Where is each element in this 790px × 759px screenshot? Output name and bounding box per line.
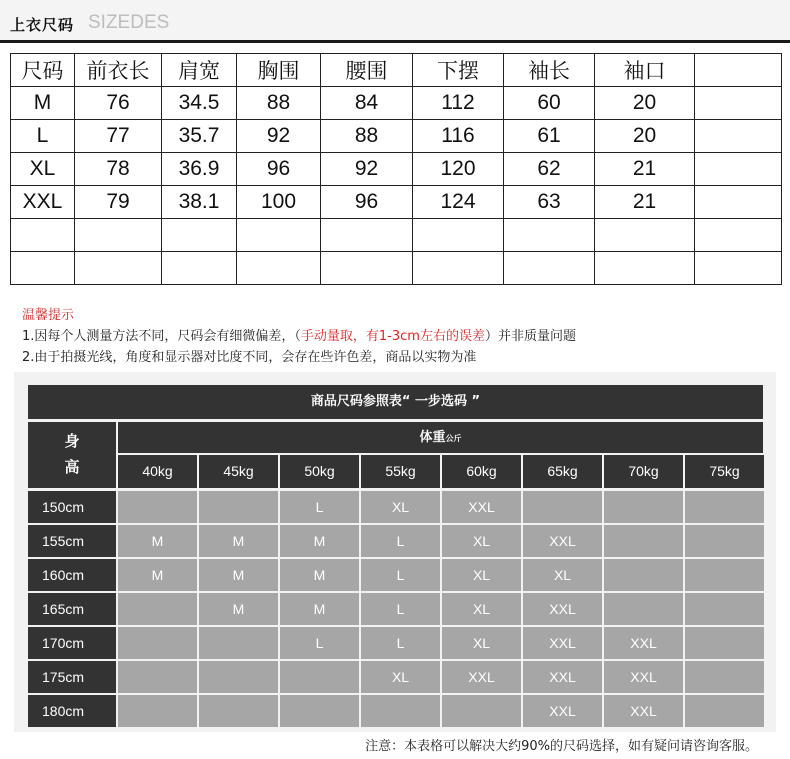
size-table-cell: 61: [504, 120, 595, 153]
size-recommendation-cell: XL: [442, 559, 521, 591]
height-label-1: 身: [64, 432, 80, 450]
size-table-cell: [321, 219, 413, 252]
size-table-cell: 36.9: [162, 153, 237, 186]
size-recommendation-cell: XXL: [604, 627, 683, 659]
size-recommendation-cell: M: [280, 525, 359, 557]
size-table-cell: 21: [595, 186, 695, 219]
size-recommendation-cell: [685, 491, 764, 523]
weight-column-header: 75kg: [685, 455, 764, 488]
size-table-cell: [237, 219, 321, 252]
size-table-cell: 96: [321, 186, 413, 219]
size-recommendation-cell: [685, 525, 764, 557]
height-row-header: 175cm: [28, 661, 116, 693]
size-table-header-cell: 胸围: [237, 54, 321, 87]
size-recommendation-cell: [118, 593, 197, 625]
weight-column-header: 65kg: [523, 455, 602, 488]
section-subtitle: SIZEDES: [88, 12, 170, 33]
size-recommendation-cell: [604, 593, 683, 625]
size-table-cell: [11, 219, 75, 252]
size-recommendation-cell: XXL: [442, 491, 521, 523]
size-table-cell: 112: [413, 87, 504, 120]
weight-header: [118, 422, 763, 453]
size-recommendation-cell: XXL: [523, 593, 602, 625]
size-recommendation-cell: M: [118, 525, 197, 557]
size-table-cell: 34.5: [162, 87, 237, 120]
size-table-cell: [75, 252, 162, 285]
size-recommendation-cell: XXL: [523, 627, 602, 659]
size-recommendation-cell: [523, 491, 602, 523]
size-recommendation-cell: [685, 661, 764, 693]
weight-column-header: 40kg: [118, 455, 197, 488]
size-recommendation-cell: [118, 695, 197, 727]
height-row-header: 165cm: [28, 593, 116, 625]
weight-label: 体重: [419, 430, 446, 445]
size-table-cell: 20: [595, 87, 695, 120]
size-table-cell: L: [11, 120, 75, 153]
tip-line-1-text: 1.因每个人测量方法不同，尺码会有细微偏差，（: [22, 329, 301, 344]
size-table-row: [11, 120, 782, 153]
size-recommendation-cell: XL: [442, 593, 521, 625]
size-table-header-cell: 肩宽: [162, 54, 237, 87]
size-table-cell: [11, 252, 75, 285]
size-table-cell: 76: [75, 87, 162, 120]
size-recommendation-cell: [199, 661, 278, 693]
size-table-header-cell: 袖口: [595, 54, 695, 87]
size-table-cell: XXL: [11, 186, 75, 219]
size-recommendation-cell: XXL: [604, 695, 683, 727]
size-recommendation-cell: [685, 627, 764, 659]
weight-column-header: 60kg: [442, 455, 521, 488]
size-recommendation-cell: L: [361, 525, 440, 557]
size-table-row: [11, 252, 782, 285]
size-recommendation-cell: [118, 491, 197, 523]
size-table-cell: [695, 252, 782, 285]
size-table-cell: 92: [321, 153, 413, 186]
size-recommendation-cell: [604, 491, 683, 523]
size-recommendation-cell: [442, 695, 521, 727]
size-recommendation-cell: XXL: [523, 661, 602, 693]
size-table-cell: 35.7: [162, 120, 237, 153]
height-label-2: 高: [64, 458, 80, 476]
size-table-header-row: [11, 54, 782, 87]
size-table-cell: [695, 219, 782, 252]
size-recommendation-cell: XXL: [604, 661, 683, 693]
size-recommendation-cell: XXL: [523, 525, 602, 557]
size-table-cell: [504, 219, 595, 252]
size-table-cell: [695, 153, 782, 186]
size-recommendation-cell: [280, 695, 359, 727]
size-recommendation-cell: XL: [442, 525, 521, 557]
height-row-header: 155cm: [28, 525, 116, 557]
size-recommendation-cell: [118, 661, 197, 693]
size-table-cell: [237, 252, 321, 285]
size-recommendation-cell: L: [361, 593, 440, 625]
size-recommendation-cell: [685, 559, 764, 591]
size-table-cell: [695, 120, 782, 153]
size-table-row: [11, 87, 782, 120]
height-header: [28, 422, 116, 488]
size-table-header-cell: 前衣长: [75, 54, 162, 87]
size-recommendation-cell: M: [199, 559, 278, 591]
size-recommendation-cell: M: [118, 559, 197, 591]
size-table-cell: 84: [321, 87, 413, 120]
size-table-cell: 88: [321, 120, 413, 153]
tip-line-1-tail: ）并非质量问题: [484, 329, 576, 344]
height-row-header: 160cm: [28, 559, 116, 591]
size-table-cell: 116: [413, 120, 504, 153]
size-table-cell: 60: [504, 87, 595, 120]
size-table-cell: [695, 87, 782, 120]
size-table-cell: 63: [504, 186, 595, 219]
size-table-cell: [162, 252, 237, 285]
height-row-header: 180cm: [28, 695, 116, 727]
tips-title: 温馨提示: [22, 308, 75, 323]
size-recommendation-cell: XXL: [442, 661, 521, 693]
size-table-header-cell: 下摆: [413, 54, 504, 87]
size-table-cell: [595, 252, 695, 285]
size-recommendation-cell: L: [361, 627, 440, 659]
size-table-cell: [695, 186, 782, 219]
size-recommendation-cell: [685, 593, 764, 625]
size-recommendation-cell: [361, 695, 440, 727]
size-table-cell: 96: [237, 153, 321, 186]
size-recommendation-cell: XXL: [523, 695, 602, 727]
tip-line-1-highlight: 手动量取，有1-3cm左右的误差: [300, 329, 485, 344]
size-table-cell: 78: [75, 153, 162, 186]
size-recommendation-cell: [118, 627, 197, 659]
size-table-cell: 88: [237, 87, 321, 120]
size-table-cell: 21: [595, 153, 695, 186]
size-recommendation-cell: M: [280, 593, 359, 625]
size-recommendation-cell: [685, 695, 764, 727]
size-recommendation-cell: [199, 491, 278, 523]
tip-line-1: [22, 325, 576, 344]
size-table-cell: 62: [504, 153, 595, 186]
size-table-row: [11, 186, 782, 219]
size-recommendation-cell: L: [280, 491, 359, 523]
weight-column-header: 70kg: [604, 455, 683, 488]
size-table-cell: 124: [413, 186, 504, 219]
size-table-cell: M: [11, 87, 75, 120]
size-recommendation-cell: [604, 525, 683, 557]
size-recommendation-cell: XL: [442, 627, 521, 659]
footnote: 注意：本表格可以解决大约90%的尺码选择，如有疑问请咨询客服。: [365, 739, 758, 754]
size-table-header-cell: 腰围: [321, 54, 413, 87]
section-title: 上衣尺码: [10, 16, 75, 34]
weight-unit: 公斤: [445, 434, 462, 443]
size-table-cell: [504, 252, 595, 285]
size-table-cell: 20: [595, 120, 695, 153]
size-table-header-cell: [695, 54, 782, 87]
size-recommendation-cell: M: [199, 525, 278, 557]
size-table-cell: 77: [75, 120, 162, 153]
reference-chart-title: 商品尺码参照表“ 一步选码 ”: [28, 385, 763, 419]
size-table-header-cell: 袖长: [504, 54, 595, 87]
size-table-row: [11, 219, 782, 252]
size-recommendation-cell: [604, 559, 683, 591]
size-table-cell: 92: [237, 120, 321, 153]
section-header: [0, 0, 790, 42]
size-recommendation-cell: L: [361, 559, 440, 591]
size-recommendation-cell: XL: [361, 661, 440, 693]
size-recommendation-cell: XL: [523, 559, 602, 591]
weight-column-header: 45kg: [199, 455, 278, 488]
height-row-header: 170cm: [28, 627, 116, 659]
size-table-cell: 38.1: [162, 186, 237, 219]
size-table: [10, 53, 782, 285]
size-table-cell: XL: [11, 153, 75, 186]
size-table-cell: 120: [413, 153, 504, 186]
size-table-cell: [162, 219, 237, 252]
size-table-cell: [75, 219, 162, 252]
size-recommendation-cell: XL: [361, 491, 440, 523]
header-divider: [0, 40, 790, 43]
weight-column-header: 50kg: [280, 455, 359, 488]
size-table-cell: [595, 219, 695, 252]
size-recommendation-cell: M: [199, 593, 278, 625]
size-table-cell: [321, 252, 413, 285]
size-recommendation-cell: [199, 627, 278, 659]
size-recommendation-cell: [280, 661, 359, 693]
size-table-cell: 79: [75, 186, 162, 219]
tip-line-2: 2.由于拍摄光线，角度和显示器对比度不同，会存在些许色差，商品以实物为准: [22, 350, 477, 365]
size-table-header-cell: 尺码: [11, 54, 75, 87]
size-recommendation-cell: M: [280, 559, 359, 591]
size-recommendation-cell: L: [280, 627, 359, 659]
height-row-header: 150cm: [28, 491, 116, 523]
size-table-row: [11, 153, 782, 186]
size-table-cell: 100: [237, 186, 321, 219]
size-table-cell: [413, 219, 504, 252]
weight-column-header: 55kg: [361, 455, 440, 488]
size-recommendation-cell: [199, 695, 278, 727]
size-table-cell: [413, 252, 504, 285]
